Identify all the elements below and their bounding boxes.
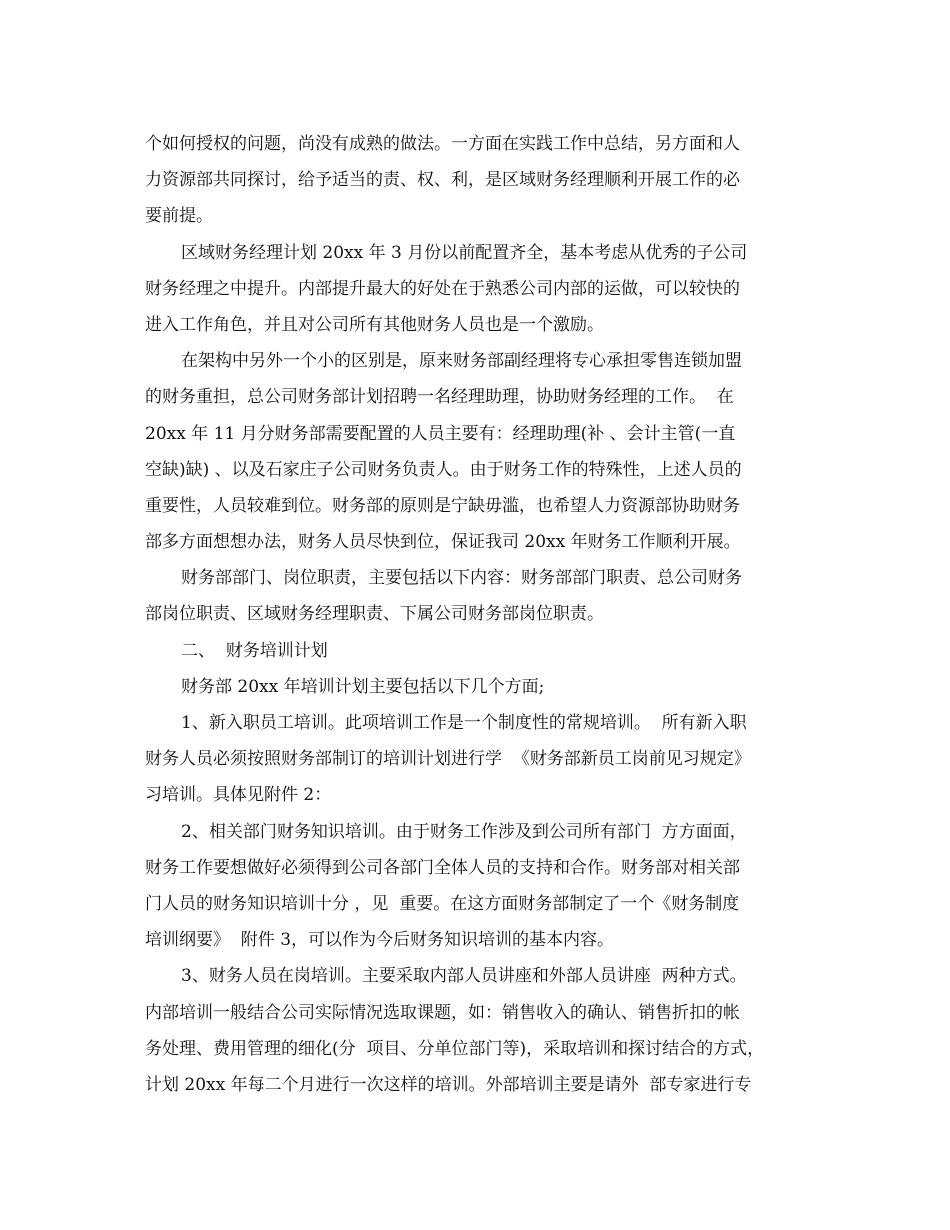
- text-line: 个如何授权的问题，尚没有成熟的做法。一方面在实践工作中总结，另方面和人: [145, 134, 740, 154]
- text-line: 财务部 20xx 年培训计划主要包括以下几个方面;: [181, 676, 545, 697]
- text-line: 部多方面想想办法，财务人员尽快到位，保证我司 20xx 年财务工作顺利开展。: [145, 532, 741, 553]
- document-body: [145, 130, 825, 1107]
- text-line: 在架构中另外一个小的区别是，原来财务部副经理将专心承担零售连锁加盟: [181, 351, 742, 372]
- text-line: 进入工作角色，并且对公司所有其他财务人员也是一个激励。: [145, 314, 604, 335]
- text-line: 培训纲要》 附件 3，可以作为今后财务知识培训的基本内容。: [145, 930, 615, 951]
- text-line: 财务工作要想做好必须得到公司各部门全体人员的支持和合作。财务部对相关部: [145, 857, 740, 878]
- text-line: 3、财务人员在岗培训。主要采取内部人员讲座和外部人员讲座 两种方式。: [181, 966, 747, 987]
- text-line: 的财务重担，总公司财务部计划招聘一名经理助理，协助财务经理的工作。 在: [145, 387, 734, 408]
- text-line: 习培训。具体见附件 2：: [145, 785, 332, 806]
- text-line: 区域财务经理计划 20xx 年 3 月份以前配置齐全，基本考虑从优秀的子公司: [181, 242, 748, 263]
- text-line: 计划 20xx 年每二个月进行一次这样的培训。外部培训主要是请外 部专家进行专: [145, 1074, 752, 1095]
- text-line: 20xx 年 11 月分财务部需要配置的人员主要有：经理助理(补 、会计主管(一直: [145, 423, 736, 444]
- text-line: 1、新入职员工培训。此项培训工作是一个制度性的常规培训。 所有新入职: [181, 713, 747, 733]
- text-line: 财务经理之中提升。内部提升最大的好处在于熟悉公司内部的运做，可以较快的: [145, 278, 740, 299]
- text-line: 重要性，人员较难到位。财务部的原则是宁缺毋滥，也希望人力资源部协助财务: [145, 495, 740, 516]
- text-line: 务处理、费用管理的细化(分 项目、分单位部门等)，采取培训和探讨结合的方式，: [145, 1038, 765, 1059]
- text-line: 2、相关部门财务知识培训。由于财务工作涉及到公司所有部门 方方面面，: [181, 821, 747, 842]
- text-line: 财务人员必须按照财务部制订的培训计划进行学 《财务部新员工岗前见习规定》: [145, 749, 751, 770]
- text-line: 内部培训一般结合公司实际情况选取课题，如：销售收入的确认、销售折扣的帐: [145, 1002, 740, 1023]
- text-line: 力资源部共同探讨，给予适当的责、权、利，是区域财务经理顺利开展工作的必: [145, 170, 740, 191]
- text-line: 要前提。: [145, 206, 213, 227]
- text-line: 部岗位职责、区域财务经理职责、下属公司财务部岗位职责。: [145, 604, 604, 625]
- text-line: 空缺)缺) 、以及石家庄子公司财务负责人。由于财务工作的特殊性，上述人员的: [145, 459, 742, 480]
- text-line: 二、 财务培训计划: [181, 640, 328, 661]
- text-line: 门人员的财务知识培训十分 ，见 重要。在这方面财务部制定了一个《财务制度: [145, 893, 740, 914]
- text-line: 财务部部门、岗位职责，主要包括以下内容：财务部部门职责、总公司财务: [181, 568, 742, 589]
